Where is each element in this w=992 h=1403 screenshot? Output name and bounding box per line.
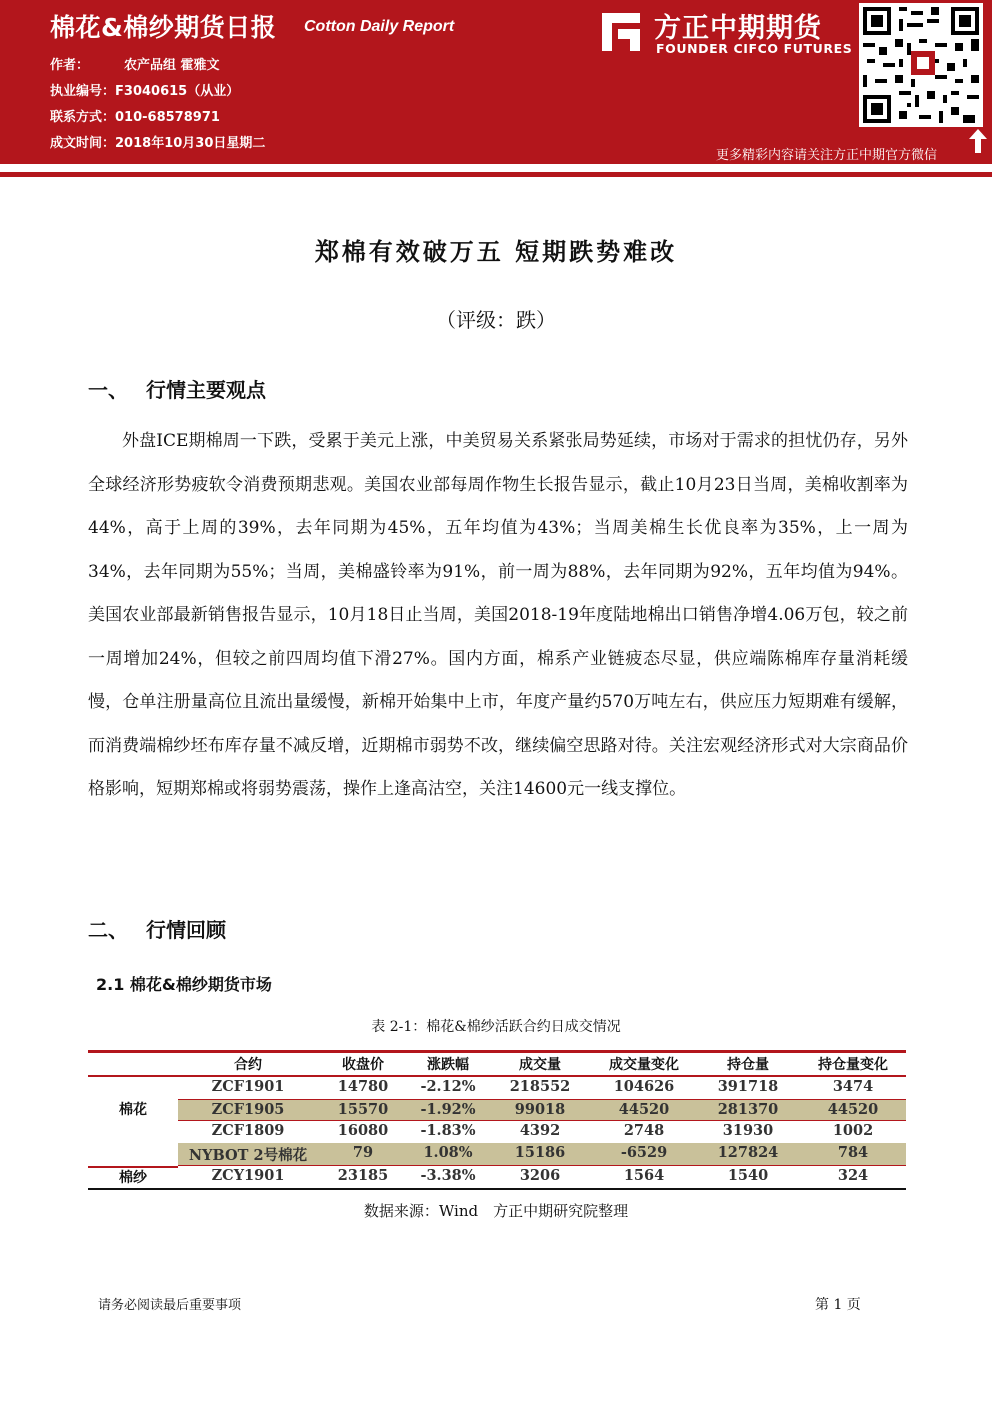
report-title-en: Cotton Daily Report <box>304 18 455 35</box>
volume-cell: 99018 <box>514 1101 566 1118</box>
section-title-2: 行情回顾 <box>146 918 226 942</box>
section-number-1: 一、 <box>88 378 128 402</box>
table-top-rule <box>88 1050 906 1053</box>
contract-cell: ZCF1905 <box>211 1101 285 1118</box>
change-cell: 1.08% <box>423 1144 473 1161</box>
oi-change-cell: 784 <box>837 1144 869 1161</box>
rating: （评级：跌） <box>436 308 556 332</box>
volume-change-cell: 2748 <box>623 1122 665 1139</box>
header-divider <box>0 172 992 177</box>
footer-disclaimer: 请务必阅读最后重要事项 <box>98 1298 242 1313</box>
volume-cell: 3206 <box>519 1167 561 1184</box>
main-viewpoint-paragraph: 外盘ICE期棉周一下跌，受累于美元上涨，中美贸易关系紧张局势延续，市场对于需求的担忧仍存，另外全球经济形势疲软令消费预期悲观。美国农业部每周作物生长报告显示，截止10月23日当周，美棉收割率为44%，高于上周的39%，去年同期为45%，五年均值为43%；当周美棉生长优良率为35%，上一周为34%，去年同期为55%；当周，美棉盛铃率为91%，前一周为88%，去年同期为92%，五年均值为94%。美国农业部最新销售报告显示，10月18日止当周，美国2018-19年度陆地棉出口销售净增4.06万包，较之前一周增加24%，但较之前四周均值下滑27%。国内方面，棉系产业链疲态尽显，供应端陈棉库存量消耗缓慢，仓单注册量高位且流出量缓慢，新棉开始集中上市，年度产量约570万吨左右，供应压力短期难有缓解，而消费端棉纱坯布库存量不减反增，近期棉市弱势不改，继续偏空思路对待。关注宏观经济形式对大宗商品价格影响，短期郑棉或将弱势震荡，操作上逢高沽空，关注14600元一线支撑位。 <box>88 431 908 799</box>
contract-cell: ZCF1809 <box>211 1122 285 1139</box>
volume-change-cell: -6529 <box>620 1144 668 1161</box>
volume-change-cell: 104626 <box>613 1078 675 1095</box>
license-value: F3040615（从业） <box>115 84 240 99</box>
open-interest-cell: 281370 <box>717 1101 779 1118</box>
qr-code-icon <box>859 3 983 127</box>
page-number: 第 1 页 <box>815 1297 861 1313</box>
founder-logo-icon <box>598 9 644 55</box>
close-cell: 14780 <box>337 1078 389 1095</box>
page-title: 郑棉有效破万五 短期跌势难改 <box>314 238 678 266</box>
table-header-cell: 合约 <box>234 1057 262 1073</box>
oi-change-cell: 44520 <box>827 1101 879 1118</box>
volume-change-cell: 44520 <box>618 1101 670 1118</box>
open-interest-cell: 127824 <box>717 1144 779 1161</box>
table-header-cell: 收盘价 <box>342 1057 384 1073</box>
group-label-yarn: 棉纱 <box>119 1170 147 1186</box>
author-line <box>50 54 220 73</box>
contract-cell: ZCF1901 <box>211 1078 285 1095</box>
contract-cell: ZCY1901 <box>211 1167 285 1184</box>
table-header-cell: 持仓量 <box>727 1057 769 1073</box>
volume-cell: 4392 <box>519 1122 561 1139</box>
table-row <box>178 1077 906 1099</box>
oi-change-cell: 1002 <box>832 1122 874 1139</box>
volume-cell: 218552 <box>509 1078 571 1095</box>
contact-value: 010-68578971 <box>115 110 220 125</box>
section-title-1: 行情主要观点 <box>146 378 266 402</box>
table-row <box>178 1143 906 1165</box>
close-cell: 15570 <box>337 1101 389 1118</box>
section-number-2: 二、 <box>88 918 128 942</box>
contact-line <box>50 106 220 125</box>
subsection-title: 2.1 棉花&棉纱期货市场 <box>96 975 272 994</box>
close-cell: 79 <box>352 1144 374 1161</box>
table-row <box>178 1099 906 1121</box>
change-cell: -1.92% <box>420 1101 476 1118</box>
date-line <box>50 132 265 151</box>
change-cell: -3.38% <box>420 1167 476 1184</box>
close-cell: 16080 <box>337 1122 389 1139</box>
table-header-cell: 持仓量变化 <box>818 1057 888 1073</box>
open-interest-cell: 391718 <box>717 1078 779 1095</box>
report-header <box>0 0 992 164</box>
wechat-note: 更多精彩内容请关注方正中期官方微信 <box>716 148 938 163</box>
table-header-cell: 成交量 <box>519 1057 561 1073</box>
date-value: 2018年10月30日星期二 <box>115 136 266 151</box>
oi-change-cell: 324 <box>837 1167 869 1184</box>
group-label-cotton: 棉花 <box>119 1102 147 1118</box>
logo-text-en: FOUNDER CIFCO FUTURES <box>656 41 853 56</box>
volume-change-cell: 1564 <box>623 1167 665 1184</box>
report-title-cn: 棉花&棉纱期货日报 <box>50 13 277 42</box>
author-value: 农产品组 霍雅文 <box>124 58 220 73</box>
data-source: 数据来源：Wind 方正中期研究院整理 <box>363 1202 629 1220</box>
table-header-row <box>88 1054 906 1074</box>
oi-change-cell: 3474 <box>832 1078 874 1095</box>
table-caption: 表 2-1：棉花&棉纱活跃合约日成交情况 <box>371 1019 621 1035</box>
open-interest-cell: 1540 <box>727 1167 769 1184</box>
volume-cell: 15186 <box>514 1144 566 1161</box>
date-label: 成文时间： <box>50 136 116 151</box>
arrow-up-icon <box>968 128 988 154</box>
license-label: 执业编号： <box>50 84 116 99</box>
change-cell: -1.83% <box>420 1122 476 1139</box>
contract-cell: NYBOT 2号棉花 <box>188 1147 308 1164</box>
logo-text-cn: 方正中期期货 <box>654 13 822 44</box>
change-cell: -2.12% <box>420 1078 476 1095</box>
founder-logo <box>598 6 856 58</box>
open-interest-cell: 31930 <box>722 1122 774 1139</box>
close-cell: 23185 <box>337 1167 389 1184</box>
table-header-cell: 涨跌幅 <box>427 1057 469 1073</box>
section-heading-1 <box>88 374 266 403</box>
section-heading-2 <box>88 914 226 943</box>
table-row <box>178 1121 906 1143</box>
table-header-cell: 成交量变化 <box>609 1057 679 1073</box>
table-row <box>178 1165 906 1188</box>
license-line <box>50 80 239 99</box>
table-bottom-rule <box>88 1188 906 1190</box>
author-label: 作者： <box>50 58 90 73</box>
contact-label: 联系方式： <box>50 110 116 125</box>
